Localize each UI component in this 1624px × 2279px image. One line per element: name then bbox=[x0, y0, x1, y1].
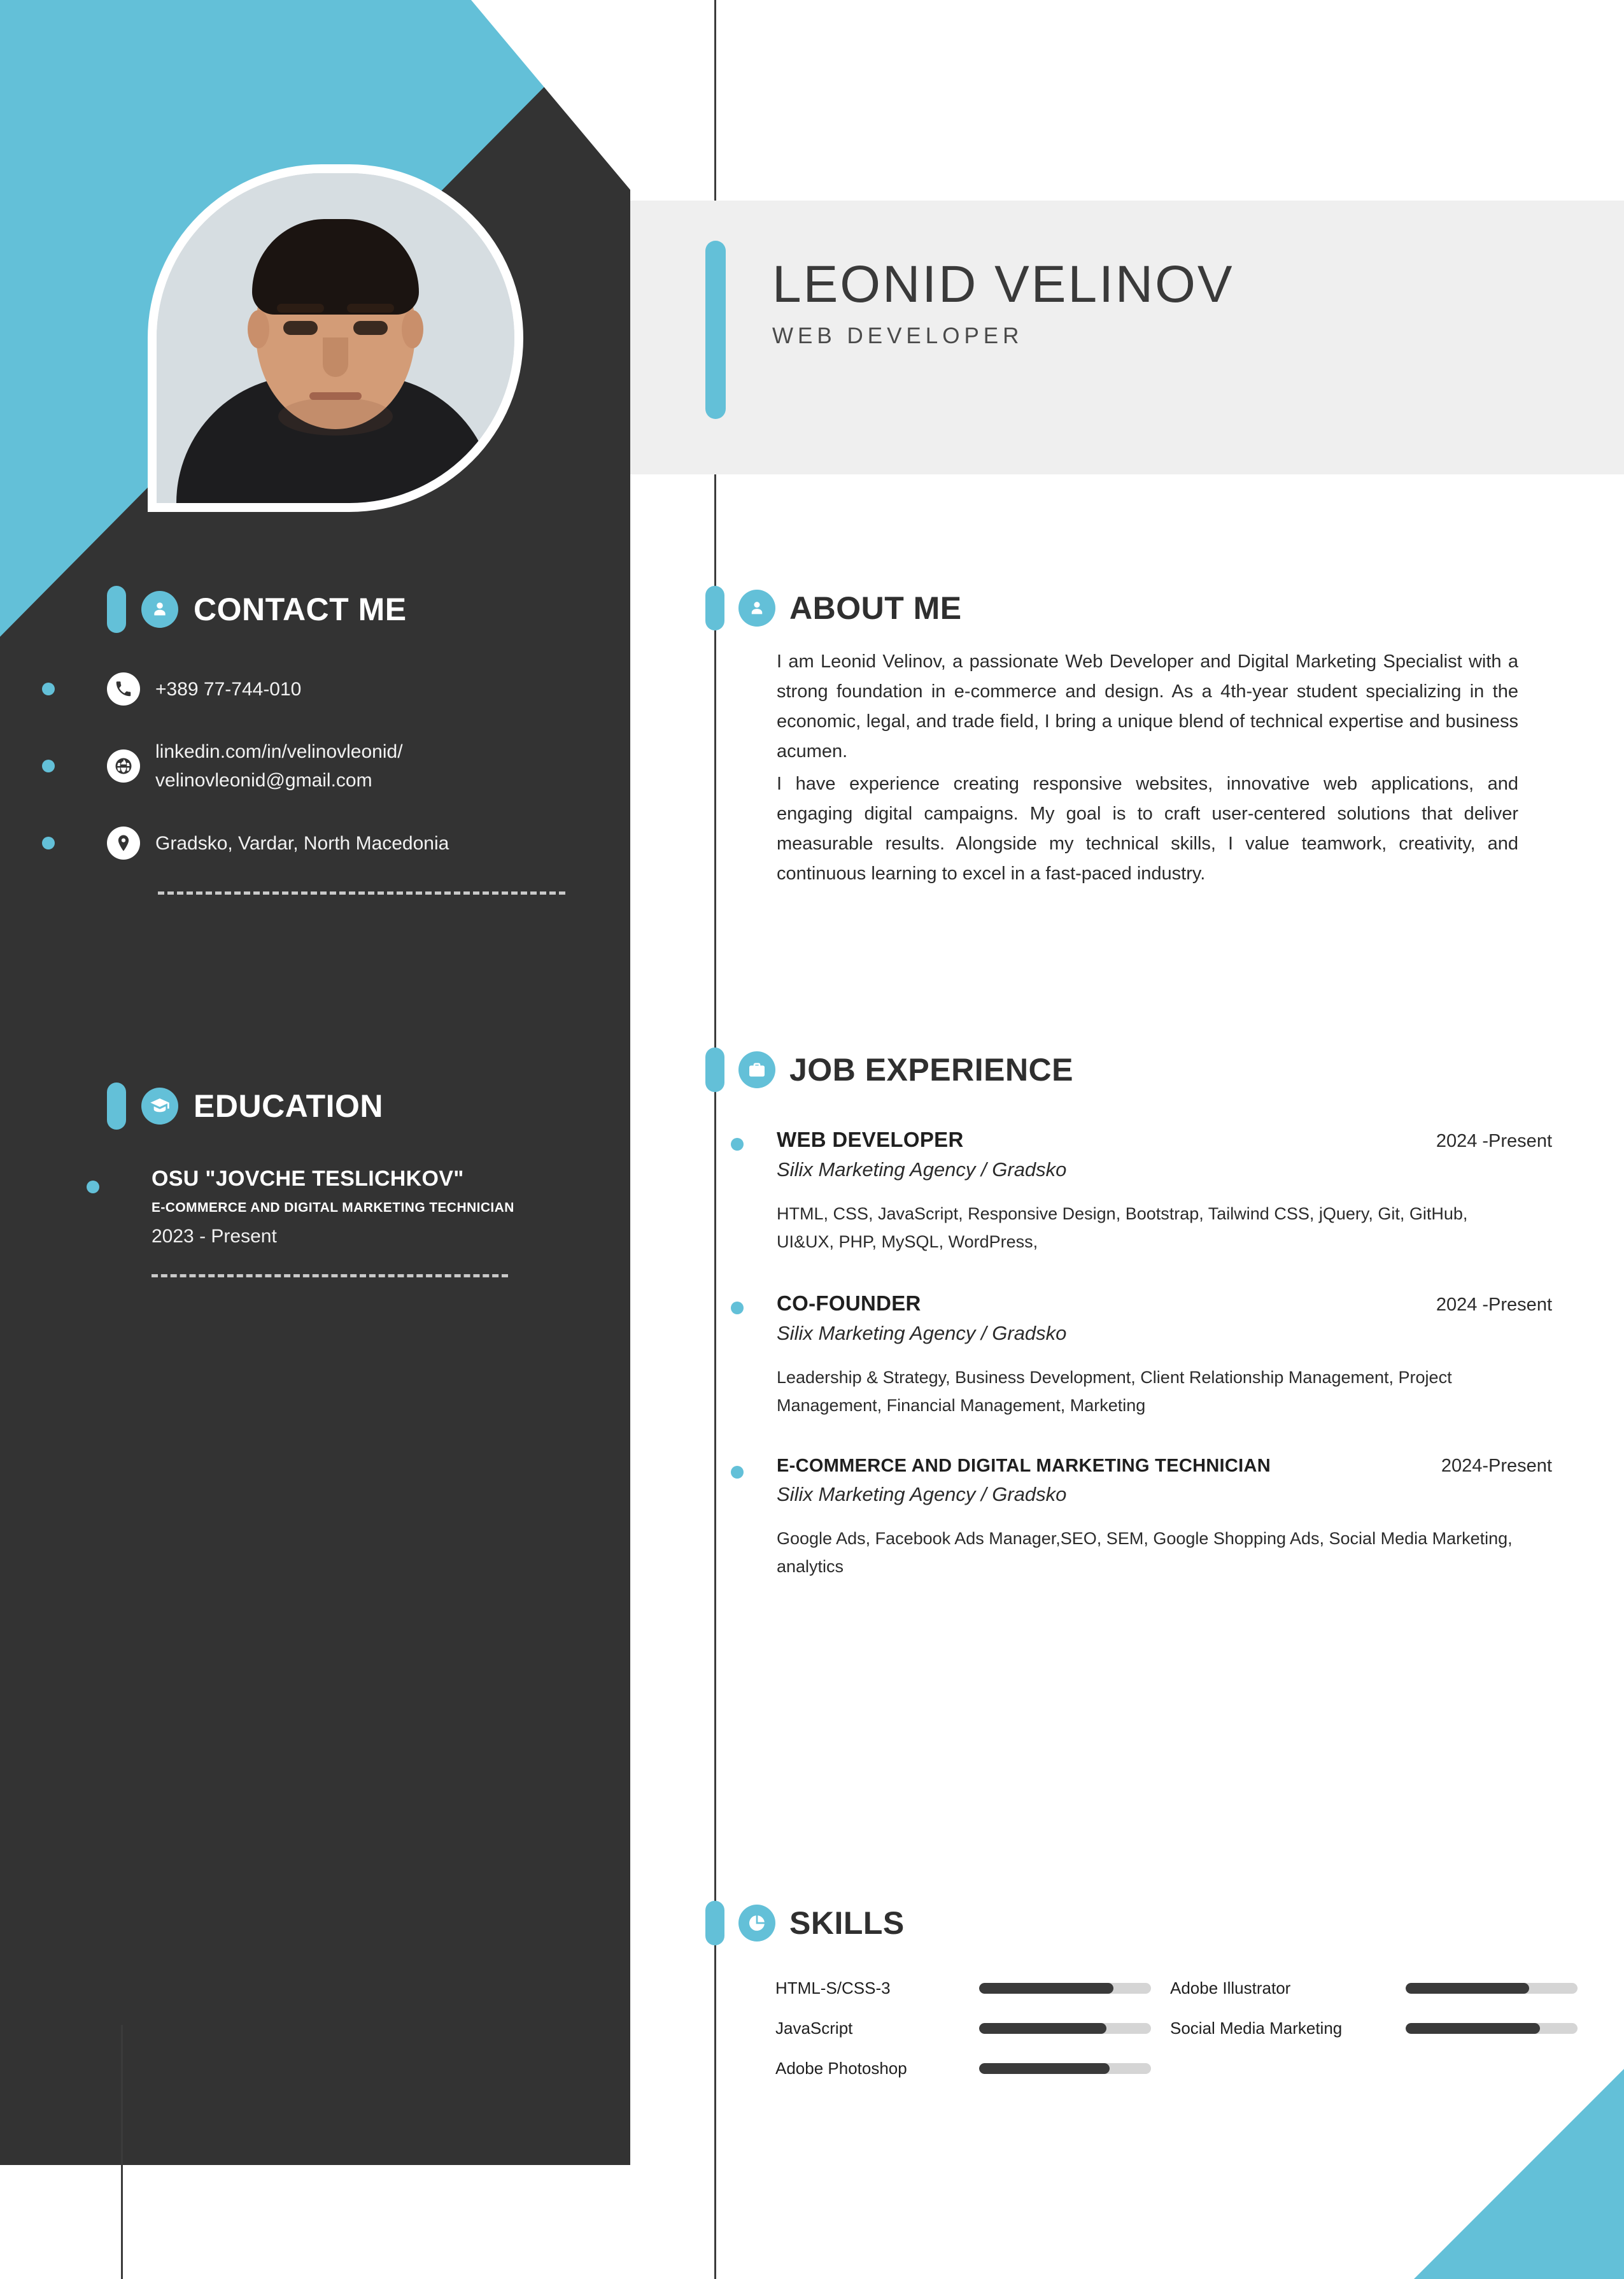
education-item bbox=[107, 1167, 591, 1277]
divider-dashed bbox=[152, 1274, 508, 1277]
skill-bar bbox=[979, 2063, 1151, 2074]
education-years: 2023 - Present bbox=[152, 1226, 277, 1247]
bullet-dot bbox=[731, 1466, 744, 1479]
job-dates: 2024 -Present bbox=[1436, 1295, 1552, 1316]
contact-section bbox=[107, 586, 591, 895]
about-paragraph: I am Leonid Velinov, a passionate Web Developer and Digital Marketing Specialist with a strong foundation in e-commerce and design. As a 4th-year student specializing in the economic, legal, and trade field, I bring a unique blend of technical expertise and business acumen. bbox=[777, 651, 1518, 762]
avatar bbox=[148, 164, 523, 512]
contact-web-text bbox=[155, 737, 403, 795]
skill-bar bbox=[979, 2023, 1151, 2034]
divider-dashed bbox=[158, 891, 565, 895]
about-heading bbox=[705, 586, 1533, 630]
skills-heading bbox=[705, 1901, 1552, 1945]
job-dates: 2024-Present bbox=[1441, 1455, 1552, 1476]
job-description: HTML, CSS, JavaScript, Responsive Design, Bootstrap, Tailwind CSS, jQuery, Git, GitHub, UI&UX, PHP, MySQL, WordPress, bbox=[777, 1204, 1468, 1251]
contact-item-web[interactable] bbox=[107, 737, 591, 795]
contact-location-text: Gradsko, Vardar, North Macedonia bbox=[155, 832, 449, 854]
education-heading bbox=[107, 1083, 591, 1130]
skill-label: Adobe Photoshop bbox=[775, 2059, 907, 2078]
phone-icon bbox=[107, 672, 140, 706]
vertical-rule-left bbox=[121, 2025, 123, 2279]
contact-list bbox=[107, 672, 591, 860]
job-company: Silix Marketing Agency / Gradsko bbox=[777, 1322, 1067, 1345]
briefcase-icon bbox=[738, 1051, 775, 1088]
bullet-dot bbox=[42, 760, 55, 772]
job-item bbox=[777, 1291, 1552, 1419]
skills-section bbox=[705, 1901, 1552, 2078]
contact-phone-text: +389 77-744-010 bbox=[155, 678, 302, 700]
about-heading-label: ABOUT ME bbox=[789, 590, 962, 626]
education-program: E-COMMERCE AND DIGITAL MARKETING TECHNICIAN bbox=[152, 1200, 514, 1215]
job-role: CO-FOUNDER bbox=[777, 1291, 921, 1316]
job-list bbox=[777, 1128, 1552, 1580]
linkedin-line: linkedin.com/in/velinovleonid/ bbox=[155, 741, 403, 762]
email-line: velinovleonid@gmail.com bbox=[155, 770, 372, 791]
job-experience-section bbox=[705, 1047, 1552, 1616]
about-paragraph: I have experience creating responsive websites, innovative web applications, and engaging digital campaigns. My goal is to craft user-centered solutions that deliver measurable results. Alongside my technical skills, I value teamwork, creativity, and continuous learning to excel in a fast-paced industry. bbox=[777, 773, 1518, 884]
page-title: LEONID VELINOV bbox=[772, 255, 1234, 313]
bullet-dot bbox=[42, 683, 55, 695]
contact-item-phone[interactable] bbox=[107, 672, 591, 706]
job-description: Leadership & Strategy, Business Development, Client Relationship Management, Project Management, Financial Management, Marketing bbox=[777, 1368, 1452, 1416]
graduation-cap-icon bbox=[141, 1088, 178, 1125]
avatar-image bbox=[157, 173, 514, 503]
skill-bar bbox=[979, 1983, 1151, 1994]
globe-icon bbox=[107, 749, 140, 783]
job-dates: 2024 -Present bbox=[1436, 1131, 1552, 1151]
accent-tab bbox=[107, 586, 126, 633]
person-circle-icon bbox=[141, 591, 178, 628]
bullet-dot bbox=[87, 1181, 99, 1193]
job-experience-heading-label: JOB EXPERIENCE bbox=[789, 1052, 1074, 1088]
job-item bbox=[777, 1456, 1552, 1580]
job-experience-heading bbox=[705, 1047, 1552, 1092]
education-school: OSU "JOVCHE TESLICHKOV" bbox=[152, 1167, 464, 1191]
accent-tab bbox=[705, 1047, 724, 1092]
accent-tab-name bbox=[705, 241, 726, 419]
job-company: Silix Marketing Agency / Gradsko bbox=[777, 1482, 1067, 1505]
skills-heading-label: SKILLS bbox=[789, 1905, 905, 1941]
education-section bbox=[107, 1083, 591, 1277]
user-badge-icon bbox=[738, 590, 775, 627]
skill-label: Social Media Marketing bbox=[1170, 2019, 1343, 2038]
job-item bbox=[777, 1128, 1552, 1256]
skill-label: Adobe Illustrator bbox=[1170, 1978, 1291, 1998]
accent-tab bbox=[705, 1901, 724, 1945]
bullet-dot bbox=[731, 1138, 744, 1151]
job-description: Google Ads, Facebook Ads Manager,SEO, SEM, Google Shopping Ads, Social Media Marketing, analytics bbox=[777, 1528, 1513, 1576]
skill-bar bbox=[1406, 1983, 1578, 1994]
job-company: Silix Marketing Agency / Gradsko bbox=[777, 1158, 1067, 1181]
teal-corner-decoration bbox=[1414, 2069, 1624, 2279]
skill-label: HTML-S/CSS-3 bbox=[775, 1978, 891, 1998]
bullet-dot bbox=[731, 1302, 744, 1314]
pie-chart-icon bbox=[738, 1905, 775, 1942]
contact-heading-label: CONTACT ME bbox=[194, 592, 407, 627]
accent-tab bbox=[705, 586, 724, 630]
contact-heading bbox=[107, 586, 591, 633]
job-role: WEB DEVELOPER bbox=[777, 1128, 964, 1151]
location-pin-icon bbox=[107, 827, 140, 860]
about-section bbox=[705, 586, 1533, 891]
job-role: E-COMMERCE AND DIGITAL MARKETING TECHNICIAN bbox=[777, 1455, 1271, 1476]
about-body bbox=[777, 647, 1518, 889]
skill-bar bbox=[1406, 2023, 1578, 2034]
contact-item-location[interactable] bbox=[107, 827, 591, 860]
accent-tab bbox=[107, 1083, 126, 1130]
skill-label: JavaScript bbox=[775, 2019, 853, 2038]
bullet-dot bbox=[42, 837, 55, 849]
name-block bbox=[772, 255, 1234, 349]
skills-grid bbox=[775, 1978, 1552, 2078]
page-subtitle: WEB DEVELOPER bbox=[772, 323, 1024, 348]
education-heading-label: EDUCATION bbox=[194, 1088, 384, 1124]
